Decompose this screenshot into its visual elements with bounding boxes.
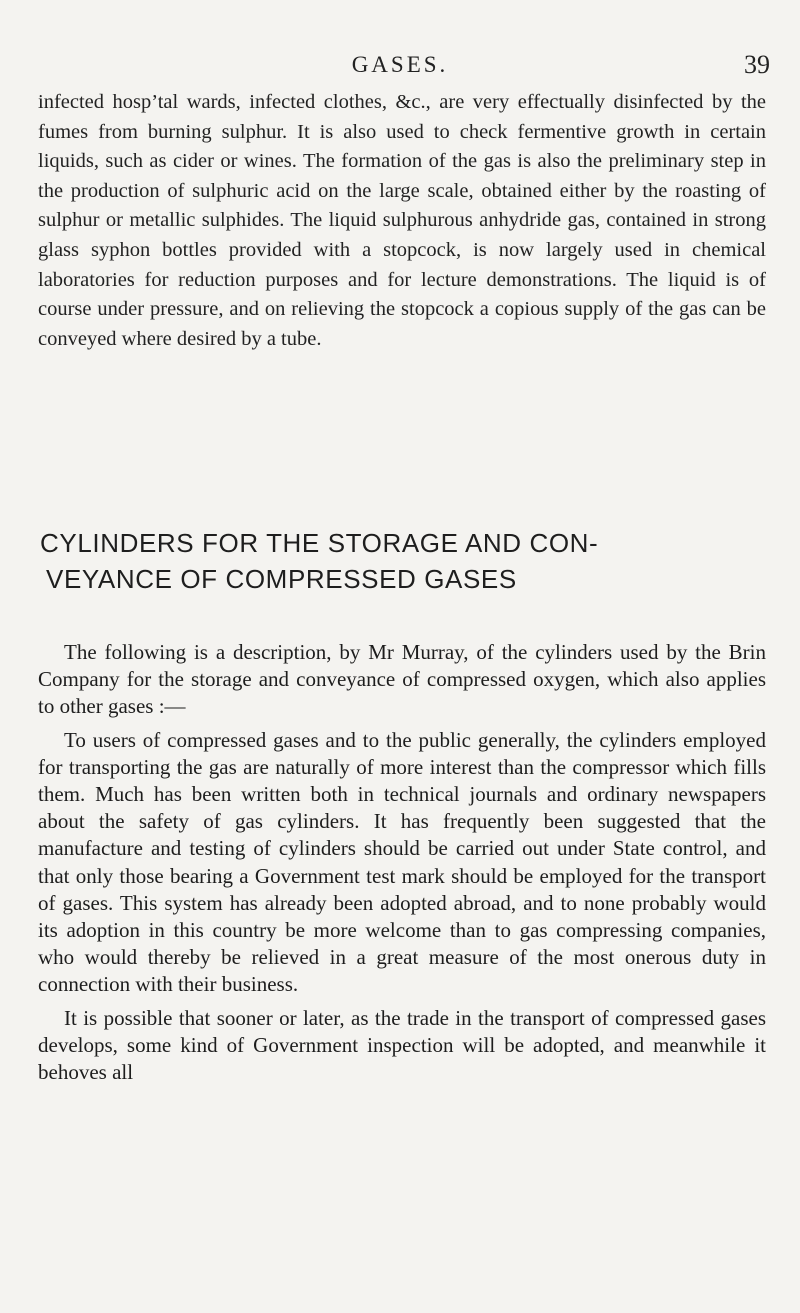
body-text-section (38, 639, 766, 1086)
section-heading (40, 525, 768, 597)
paragraph-inspection: It is possible that sooner or later, as the trade in the transport of compressed gases develops, some kind of Government inspection will be adopted, and meanwhile it behoves all (38, 1005, 766, 1085)
section-heading-line-2: VEYANCE OF COMPRESSED GASES (46, 564, 517, 594)
paragraph-cylinders-safety: To users of compressed gases and to the public generally, the cylinders employed for transporting the gas are naturally of more interest than the compressor which fills them. Much has been written both in technical journals and ordinary newspapers about the safety of gas cylinders. It has frequently been suggested that the manufacture and testing of cylinders should be carried out under State control, and that only those bearing a Government test mark should be employed for the transport of gases. This system has already been adopted abroad, and to none probably would its adoption in this country be more welcome than to gas compressing companies, who would thereby be relieved in a great measure of the most onerous duty in connection with their business. (38, 727, 766, 997)
section-heading-line-1: CYLINDERS FOR THE STORAGE AND CON- (40, 528, 599, 558)
running-title: GASES. (351, 52, 449, 77)
body-text-top (38, 88, 766, 354)
page-number: 39 (744, 50, 770, 79)
paragraph-intro: The following is a description, by Mr Murray, of the cylinders used by the Brin Company for the storage and conveyance of compressed oxygen, which also applies to other gases :— (38, 640, 766, 719)
paragraph-sulphur-uses: infected hosp’tal wards, infected clothes, &c., are very effectually disinfected by the fumes from burning sulphur. It is also used to check fermentive growth in certain liquids, such as cider or wines. The formation of the gas is also the preliminary step in the production of sulphuric acid on the large scale, obtained either by the roasting of sulphur or metallic sulphides. The liquid sulphurous anhydride gas, contained in strong glass syphon bottles provided with a stopcock, is now largely used in chemical laboratories for reduction purposes and for lecture demonstrations. The liquid is of course under pressure, and on relieving the stopcock a copious supply of the gas can be conveyed where desired by a tube. (38, 91, 766, 350)
